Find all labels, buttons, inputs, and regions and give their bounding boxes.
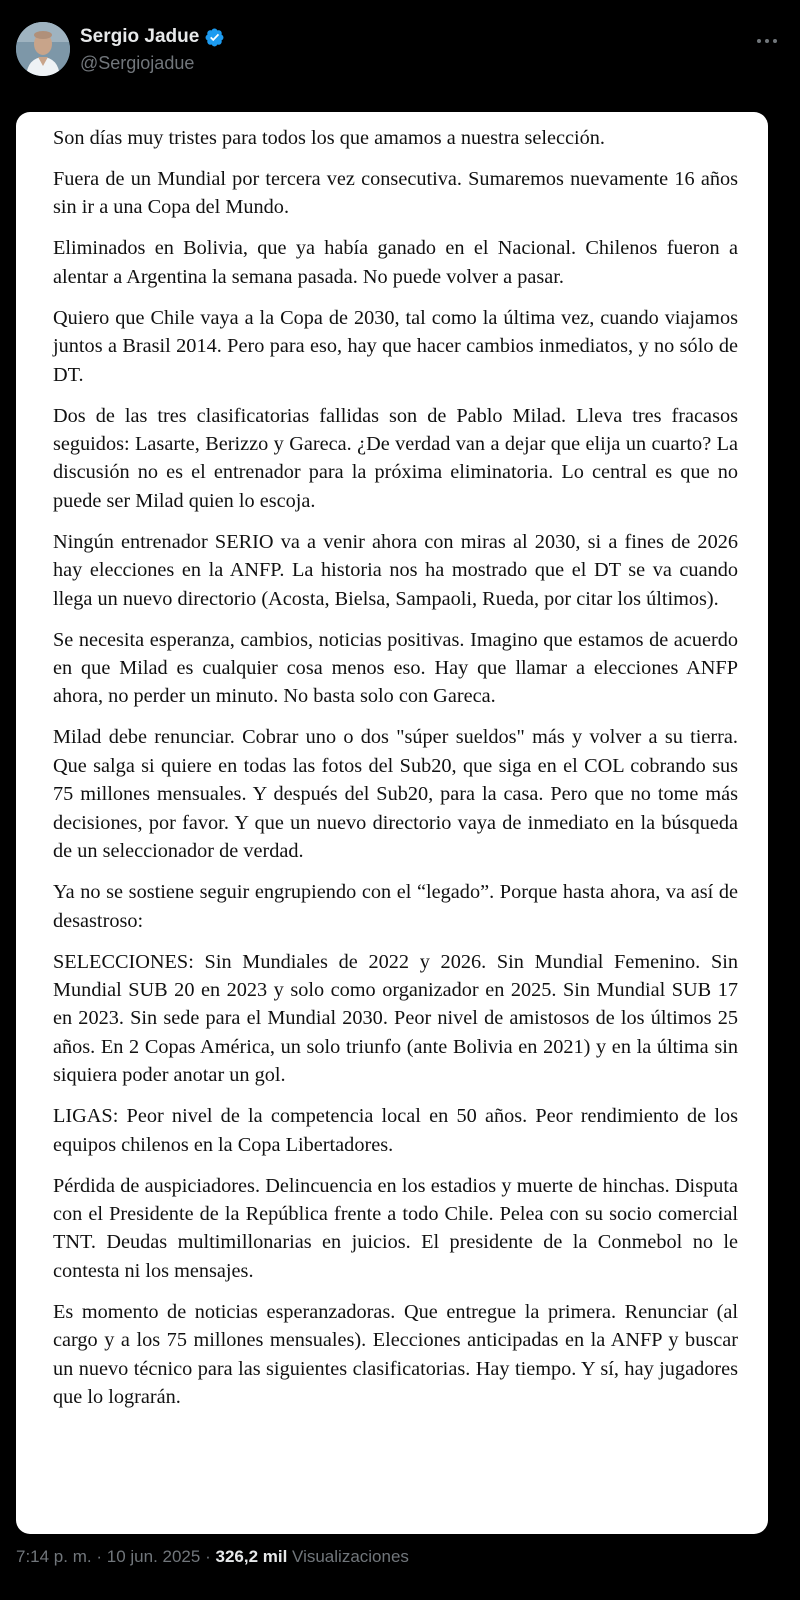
- paragraph: Es momento de noticias esperanzadoras. Que entregue la primera. Renunciar (al cargo y a los 75 millones mensuales). Elecciones anticipadas en la ANFP y buscar un nuevo técnico para las siguientes clasificatorias. Hay tiempo. Y sí, hay jugadores que lo lograrán.: [53, 1300, 738, 1408]
- paragraph: Pérdida de auspiciadores. Delincuencia en los estadios y muerte de hinchas. Disputa con el Presidente de la República frente a todo Chile. Pelea con su socio comercial TNT. Deudas multimillonarias en juicios. El presidente de la Conmebol no le contesta ni los mensajes.: [53, 1174, 738, 1282]
- views-count[interactable]: 326,2 mil: [215, 1547, 288, 1566]
- paragraph: Milad debe renunciar. Cobrar uno o dos "súper sueldos" más y volver a su tierra. Que salga si quiere en todas las fotos del Sub20, que siga en el COL cobrando sus 75 millones mensuales. Y después del Sub20, para la casa. Pero que no tome más decisiones, por favor. Y que un nuevo directorio vaya de inmediato en la búsqueda de un seleccionador de verdad.: [53, 726, 738, 863]
- author-name[interactable]: Sergio Jadue: [80, 26, 200, 47]
- post-text-image[interactable]: [16, 112, 768, 1534]
- views-label[interactable]: Visualizaciones: [292, 1547, 409, 1566]
- author-handle[interactable]: @Sergiojadue: [80, 53, 195, 73]
- post-header: [16, 16, 784, 80]
- verified-badge-icon: [204, 27, 225, 48]
- paragraph: Son días muy tristes para todos los que amamos a nuestra selección.: [53, 127, 605, 149]
- paragraph: Dos de las tres clasificatorias fallidas son de Pablo Milad. Lleva tres fracasos seguidos: Lasarte, Berizzo y Gareca. ¿De verdad van a dejar que elija un cuarto? La discusión no es el entrenador para la próxima eliminatoria. Lo central es que no puede ser Milad quien lo escoja.: [53, 404, 738, 512]
- paragraph: Eliminados en Bolivia, que ya había ganado en el Nacional. Chilenos fueron a alentar a Argentina la semana pasada. No puede volver a pasar.: [53, 237, 738, 288]
- paragraph: Ya no se sostiene seguir engrupiendo con el “legado”. Porque hasta ahora, va así de desastroso:: [53, 881, 738, 932]
- paragraph: SELECCIONES: Sin Mundiales de 2022 y 2026. Sin Mundial Femenino. Sin Mundial SUB 20 en 2023 y solo como organizador en 2025. Sin Mundial SUB 17 en 2023. Sin sede para el Mundial 2030. Peor nivel de amistosos de los últimos 25 años. En 2 Copas América, un solo triunfo (ante Bolivia en 2021) y en la última sin siquiera poder anotar un gol.: [53, 950, 738, 1087]
- paragraph: Se necesita esperanza, cambios, noticias positivas. Imagino que estamos de acuerdo en que Milad es cualquier cosa menos eso. Hay que llamar a elecciones ANFP ahora, no perder un minuto. No basta solo con Gareca.: [53, 628, 738, 708]
- paragraph: Fuera de un Mundial por tercera vez consecutiva. Sumaremos nuevamente 16 años sin ir a una Copa del Mundo.: [53, 168, 738, 219]
- meta-separator: ·: [205, 1547, 211, 1566]
- meta-separator: ·: [96, 1547, 103, 1566]
- paragraph: Quiero que Chile vaya a la Copa de 2030, tal como la última vez, cuando viajamos juntos a Brasil 2014. Pero para eso, hay que hacer cambios inmediatos, y no sólo de DT.: [53, 306, 738, 386]
- more-options-button[interactable]: [750, 26, 784, 56]
- post-date[interactable]: 10 jun. 2025: [106, 1547, 201, 1566]
- name-row: [80, 26, 225, 48]
- post-time[interactable]: 7:14 p. m.: [16, 1547, 92, 1566]
- post-meta: [16, 1547, 409, 1567]
- avatar[interactable]: [16, 22, 70, 76]
- more-options-icon: [756, 37, 778, 45]
- paragraph: LIGAS: Peor nivel de la competencia local en 50 años. Peor rendimiento de los equipos chilenos en la Copa Libertadores.: [53, 1105, 738, 1156]
- avatar-photo: [16, 22, 70, 76]
- paragraph: Ningún entrenador SERIO va a venir ahora con miras al 2030, si a fines de 2026 hay elecciones en la ANFP. La historia nos ha mostrado que el DT se va cuando llega un nuevo directorio (Acosta, Bielsa, Sampaoli, Rueda, por citar los últimos).: [53, 530, 738, 610]
